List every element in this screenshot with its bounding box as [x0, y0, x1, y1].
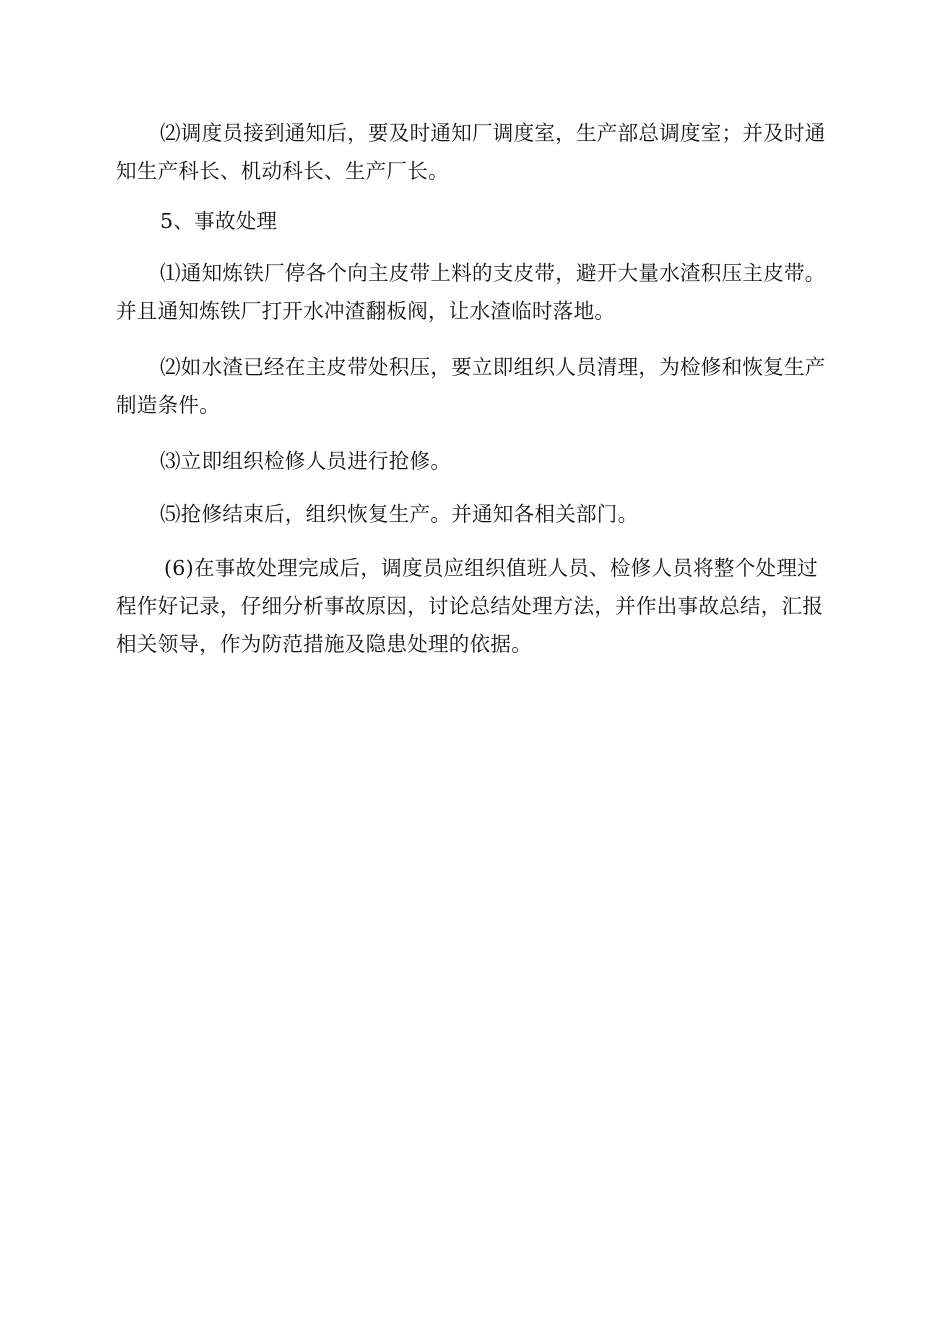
- paragraph-step-2: ⑵如水渣已经在主皮带处积压，要立即组织人员清理，为检修和恢复生产制造条件。: [116, 355, 826, 417]
- paragraph-step-1: ⑴通知炼铁厂停各个向主皮带上料的支皮带，避开大量水渣积压主皮带。并且通知炼铁厂打开水冲渣翻板阀，让水渣临时落地。: [116, 261, 826, 323]
- paragraph-step-5: ⑸抢修结束后，组织恢复生产。并通知各相关部门。: [160, 502, 639, 526]
- paragraph-step-3: ⑶立即组织检修人员进行抢修。: [160, 449, 452, 473]
- section-heading-accident-handling: 5、事故处理: [160, 209, 278, 233]
- paragraph-notify-dispatch: ⑵调度员接到通知后，要及时通知厂调度室，生产部总调度室；并及时通知生产科长、机动科长、生产厂长。: [116, 121, 826, 183]
- paragraph-step-6: (6)在事故处理完成后，调度员应组织值班人员、检修人员将整个处理过程作好记录，仔细分析事故原因，讨论总结处理方法，并作出事故总结，汇报相关领导，作为防范措施及隐患处理的依据。: [116, 556, 824, 656]
